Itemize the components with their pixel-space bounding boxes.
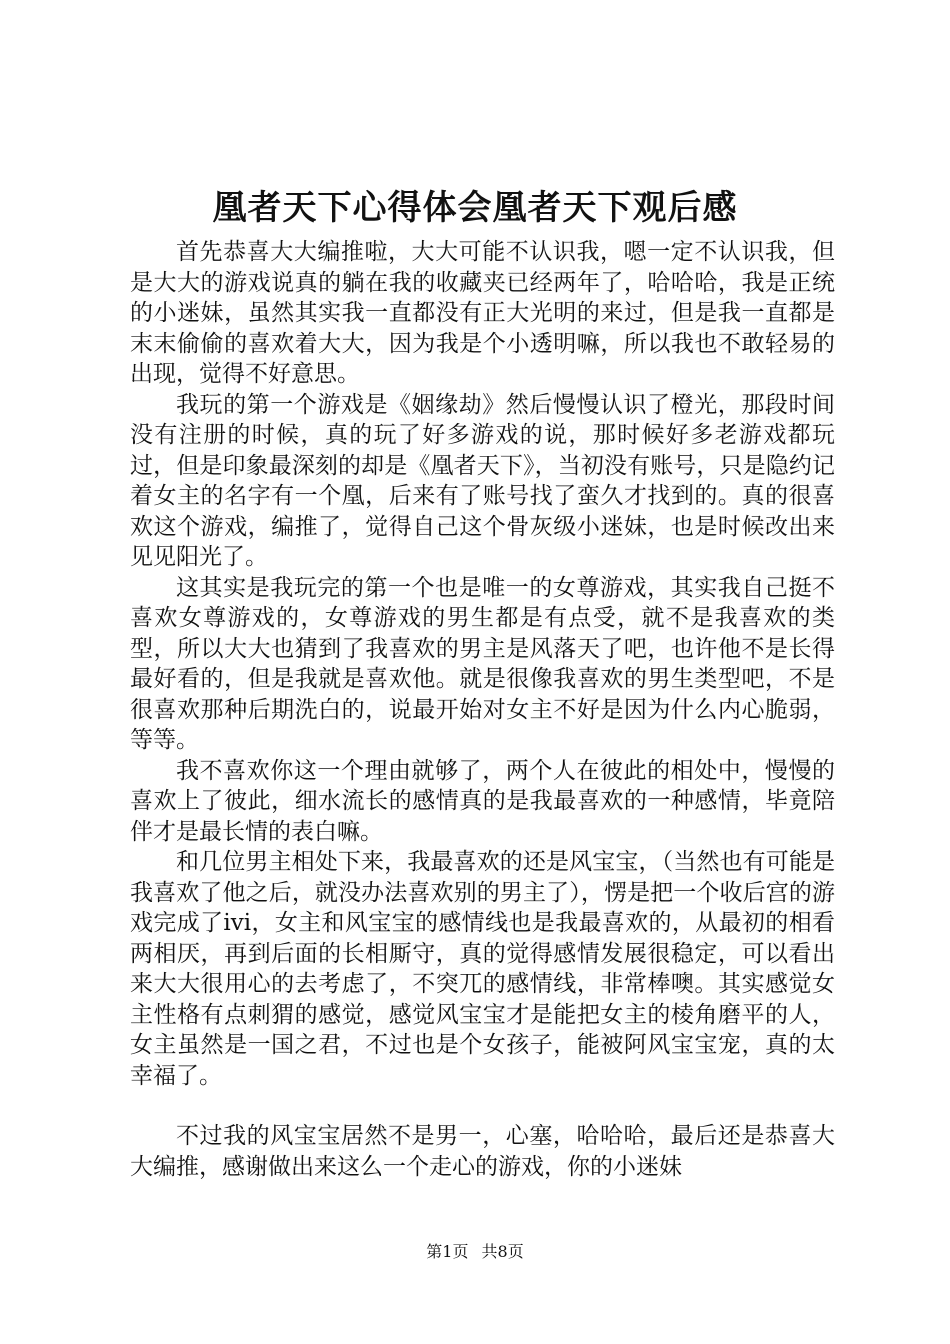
paragraph-4: 我不喜欢你这一个理由就够了，两个人在彼此的相处中，慢慢的喜欢上了彼此，细水流长的感情真的是我最喜欢的一种感情，毕竟陪伴才是最长情的表白嘛。 <box>130 757 835 845</box>
document-title: 凰者天下心得体会凰者天下观后感 <box>212 188 738 228</box>
paragraph-6: 不过我的风宝宝居然不是男一，心塞，哈哈哈，最后还是恭喜大大编推，感谢做出来这么一个走心的游戏，你的小迷妹 <box>130 1123 835 1180</box>
document-body <box>130 237 835 1182</box>
page-footer <box>0 1240 950 1264</box>
paragraph-5: 和几位男主相处下来，我最喜欢的还是风宝宝，（当然也有可能是我喜欢了他之后，就没办法喜欢别的男主了），愣是把一个收后宫的游戏完成了ivi，女主和风宝宝的感情线也是我最喜欢的，从最初的相看两相厌，再到后面的长相厮守，真的觉得感情发展很稳定，可以看出来大大很用心的去考虑了，不突兀的感情线，非常棒噢。其实感觉女主性格有点刺猬的感觉，感觉风宝宝才是能把女主的棱角磨平的人，女主虽然是一国之君，不过也是个女孩子，能被阿风宝宝宠，真的太幸福了。 <box>130 849 835 1089</box>
paragraph-1: 首先恭喜大大编推啦，大大可能不认识我，嗯一定不认识我，但是大大的游戏说真的躺在我的收藏夹已经两年了，哈哈哈，我是正统的小迷妹，虽然其实我一直都没有正大光明的来过，但是我一直都是末末偷偷的喜欢着大大，因为我是个小透明嘛，所以我也不敢轻易的出现，觉得不好意思。 <box>130 239 835 387</box>
page-total: 共8页 <box>481 1242 524 1261</box>
paragraph-3: 这其实是我玩完的第一个也是唯一的女尊游戏，其实我自己挺不喜欢女尊游戏的，女尊游戏的男生都是有点受，就不是我喜欢的类型，所以大大也猜到了我喜欢的男主是风落天了吧，也许他不是长得最好看的，但是我就是喜欢他。就是很像我喜欢的男生类型吧，不是很喜欢那种后期洗白的，说最开始对女主不好是因为什么内心脆弱，等等。 <box>130 574 835 753</box>
page-number: 第1页 <box>426 1242 469 1261</box>
paragraph-2: 我玩的第一个游戏是《姻缘劫》然后慢慢认识了橙光，那段时间没有注册的时候，真的玩了好多游戏的说，那时候好多老游戏都玩过，但是印象最深刻的却是《凰者天下》，当初没有账号，只是隐约记着女主的名字有一个凰，后来有了账号找了蛮久才找到的。真的很喜欢这个游戏，编推了，觉得自己这个骨灰级小迷妹，也是时候改出来见见阳光了。 <box>130 391 835 570</box>
